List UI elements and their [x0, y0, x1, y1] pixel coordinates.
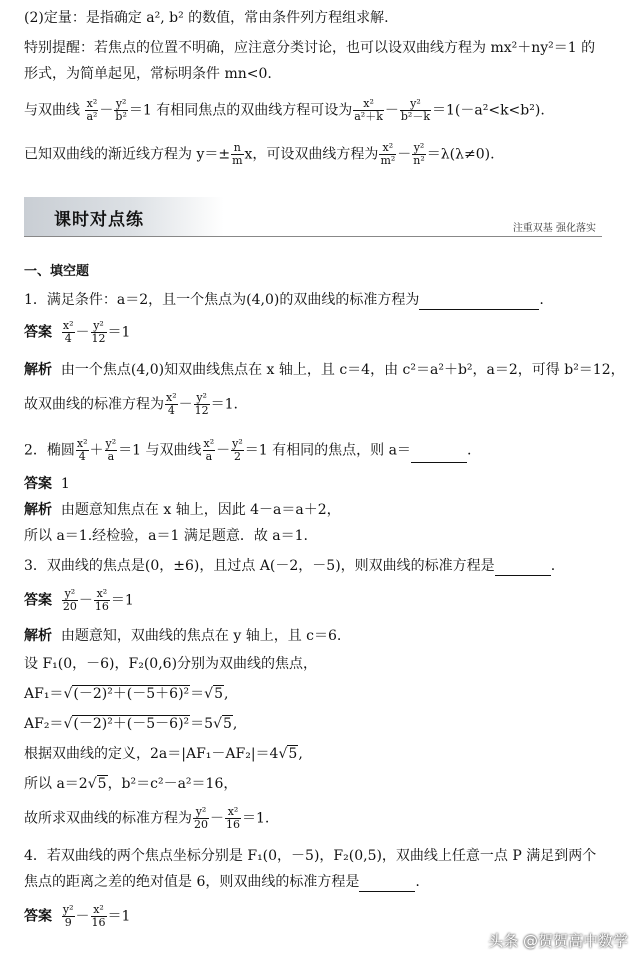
den: n²: [413, 154, 425, 167]
q4-text: 4．若双曲线的两个焦点坐标分别是 F₁(0，－5)，F₂(0,5)，双曲线上任意一点 P 满足到两个: [24, 848, 597, 864]
q3-solution-4: AF₂＝√(－2)²＋(－5－6)²＝5√5,: [24, 716, 238, 732]
den: 4: [167, 404, 175, 417]
num: x²: [86, 97, 98, 110]
den: a²: [86, 110, 98, 123]
op: －: [99, 102, 114, 119]
num: x²: [166, 391, 177, 404]
op: ＝1: [107, 908, 131, 925]
fraction: [94, 588, 110, 613]
op: －: [75, 908, 90, 925]
fraction: [400, 98, 431, 123]
num: y²: [105, 437, 117, 450]
num: y²: [62, 588, 78, 601]
fraction: [412, 142, 426, 167]
q4-question-2: [24, 872, 620, 892]
den: m: [232, 154, 243, 167]
q3-solution-6: 所以 a＝2√5，b²＝c²－a²＝16，: [24, 776, 238, 792]
text: 已知双曲线的渐近线方程为 y＝±: [24, 146, 231, 163]
solution-text: 根据双曲线的定义，2a＝|AF₁－AF₂|＝4: [24, 746, 279, 762]
q3-solution-2: [24, 654, 620, 674]
q4-question-1: [24, 846, 620, 866]
answer-blank: [495, 561, 551, 576]
fraction: [105, 438, 118, 463]
fraction: [91, 904, 107, 929]
num: y²: [400, 98, 431, 111]
op: ＝1.: [242, 810, 270, 827]
fraction: [231, 142, 243, 167]
num: x²: [94, 588, 110, 601]
text: ＝1(－a²<k<b²).: [432, 102, 545, 119]
q2-text: ＝1 与双曲线: [118, 442, 202, 459]
den: m²: [380, 154, 396, 167]
intro-definite-text: (2)定量：是指确定 a², b² 的数值，常由条件列方程组求解.: [24, 10, 389, 26]
solution-text: 故双曲线的标准方程为: [24, 396, 164, 413]
answer-value: 1: [60, 476, 70, 492]
op: .: [466, 442, 472, 459]
intro-line-5: [24, 142, 620, 167]
op: －: [75, 324, 90, 341]
op: .: [550, 558, 556, 574]
q2-question: [24, 438, 620, 463]
text: 有相同焦点的双曲线方程可设为: [156, 102, 353, 119]
num: y²: [413, 141, 425, 154]
q2-solution-1: [24, 500, 620, 520]
intro-line-2: [24, 38, 620, 58]
q3-solution-5: 根据双曲线的定义，2a＝|AF₁－AF₂|＝4√5,: [24, 746, 303, 762]
solution-text: 由题意知焦点在 x 轴上，因此 4－a＝a＋2，: [60, 502, 341, 518]
den: 20: [194, 818, 208, 831]
solution-text: ＝5: [190, 716, 214, 732]
banner-tag: 注重双基 强化落实: [512, 223, 596, 234]
num: y²: [115, 97, 127, 110]
solution-label: 解析: [24, 628, 52, 644]
section-banner: [24, 197, 602, 237]
q3-question: [24, 556, 620, 576]
den: b²－k: [400, 110, 431, 123]
num: x²: [76, 437, 88, 450]
op: ＝1: [128, 102, 152, 119]
op: ＝1.: [210, 396, 238, 413]
fraction: [62, 904, 75, 929]
fraction: [194, 392, 210, 417]
fraction: [85, 98, 98, 123]
solution-label: 解析: [24, 502, 52, 518]
text: ＝λ(λ≠0).: [426, 146, 495, 163]
op: .: [539, 292, 544, 308]
fraction: [62, 588, 78, 613]
q1-solution-2: [24, 392, 620, 417]
solution-text: ＝: [190, 686, 205, 702]
op: －: [78, 592, 93, 609]
num: y²: [194, 392, 210, 405]
q2-text: 2．椭圆: [24, 442, 75, 459]
den: 12: [91, 332, 106, 345]
num: x²: [91, 904, 107, 917]
den: 4: [64, 332, 72, 345]
den: 16: [91, 916, 106, 929]
intro-line-4: [24, 98, 620, 123]
num: y²: [232, 437, 243, 450]
banner-rule: [24, 236, 602, 237]
den: 2: [233, 450, 241, 463]
fraction: [165, 392, 178, 417]
answer-label: 答案: [24, 476, 52, 492]
answer-label: 答案: [24, 592, 52, 609]
radicand: 5: [97, 776, 107, 792]
q4-answer: [24, 904, 620, 929]
solution-text: 故所求双曲线的标准方程为: [24, 810, 192, 827]
den: a: [205, 450, 213, 463]
q2-solution-2: [24, 526, 620, 546]
radicand: (－2)²＋(－5＋6)²: [73, 686, 190, 702]
den: a²＋k: [354, 110, 383, 123]
q1-question: [24, 290, 620, 310]
solution-text: 所以 a＝2: [24, 776, 88, 792]
solution-text: 所以 a＝1.经检验，a＝1 满足题意．故 a＝1.: [24, 528, 309, 544]
q3-text: 3．双曲线的焦点是(0，±6)，且过点 A(－2，－5)，则双曲线的标准方程是: [24, 558, 495, 574]
radicand: 5: [214, 686, 223, 702]
reminder-text: 特别提醒：若焦点的位置不明确，应注意分类讨论，也可以设双曲线方程为 mx²＋ny²＝1 的: [24, 40, 596, 56]
num: x²: [62, 319, 74, 332]
answer-blank: [359, 877, 415, 892]
op: ＋: [89, 442, 104, 459]
text: x，可设双曲线方程为: [244, 146, 379, 163]
solution-text: ，b²＝c²－a²＝16，: [107, 776, 238, 792]
q2-answer: [24, 474, 620, 494]
solution-text: 由题意知，双曲线的焦点在 y 轴上，且 c＝6.: [60, 628, 342, 644]
solution-label: 解析: [24, 362, 52, 378]
den: 4: [78, 450, 86, 463]
op: －: [397, 146, 412, 163]
den: a: [107, 450, 115, 463]
q3-solution-1: [24, 626, 620, 646]
solution-text: 由一个焦点(4,0)知双曲线焦点在 x 轴上，且 c＝4，由 c²＝a²＋b²，a＝2，可得 b²＝12，: [60, 362, 625, 378]
radicand: 5: [223, 716, 232, 732]
answer-blank: [411, 448, 467, 463]
q2-text: ＝1 有相同的焦点，则 a＝: [244, 442, 411, 459]
watermark: 头条 @贺贺高中数学: [488, 932, 628, 950]
q1-answer: [24, 320, 620, 345]
num: y²: [91, 320, 107, 333]
den: 20: [62, 600, 77, 613]
banner-title: 课时对点练: [54, 210, 144, 230]
num: n: [231, 142, 243, 155]
num: x²: [203, 437, 215, 450]
q3-answer: [24, 588, 620, 613]
fraction: [203, 438, 216, 463]
fraction: [353, 98, 384, 123]
op: ＝1: [110, 592, 134, 609]
den: 16: [94, 600, 109, 613]
fraction: [225, 806, 241, 831]
q1-text: 1．满足条件：a＝2，且一个焦点为(4,0)的双曲线的标准方程为: [24, 292, 420, 308]
fraction: [76, 438, 89, 463]
q4-text: 焦点的距离之差的绝对值是 6，则双曲线的标准方程是: [24, 874, 360, 890]
fraction: [62, 320, 75, 345]
fraction: [91, 320, 107, 345]
fraction: [379, 142, 396, 167]
op: －: [384, 102, 399, 119]
section-heading: 一、填空题: [24, 264, 90, 279]
q3-solution-3: AF₁＝√(－2)²＋(－5＋6)²＝√5,: [24, 686, 229, 702]
q1-solution-1: [24, 360, 625, 380]
num: y²: [62, 903, 74, 916]
answer-blank: [419, 295, 539, 310]
fraction: [231, 438, 244, 463]
den: 12: [194, 404, 209, 417]
solution-text: 设 F₁(0，－6)，F₂(0,6)分别为双曲线的焦点，: [24, 656, 318, 672]
op: －: [216, 442, 231, 459]
op: －: [210, 810, 224, 827]
answer-label: 答案: [24, 908, 52, 925]
intro-line-3: [24, 64, 620, 84]
den: 9: [64, 916, 72, 929]
num: y²: [193, 806, 209, 819]
num: x²: [353, 98, 384, 111]
op: .: [415, 874, 420, 890]
den: b²: [115, 110, 127, 123]
solution-text: AF₁＝: [24, 686, 64, 702]
den: 16: [226, 818, 240, 831]
op: ＝1: [107, 324, 131, 341]
text: 与双曲线: [24, 102, 80, 119]
q3-solution-7: [24, 806, 620, 831]
answer-label: 答案: [24, 324, 52, 341]
fraction: [114, 98, 127, 123]
reminder-text-cont: 形式，为简单起见，常标明条件 mn<0.: [24, 66, 272, 82]
num: x²: [225, 806, 241, 819]
fraction: [193, 806, 209, 831]
op: －: [178, 396, 193, 413]
radicand: (－2)²＋(－5－6)²: [73, 716, 190, 732]
solution-text: AF₂＝: [24, 716, 64, 732]
radicand: 5: [288, 746, 298, 762]
num: x²: [379, 142, 396, 155]
intro-line-1: [24, 8, 620, 28]
